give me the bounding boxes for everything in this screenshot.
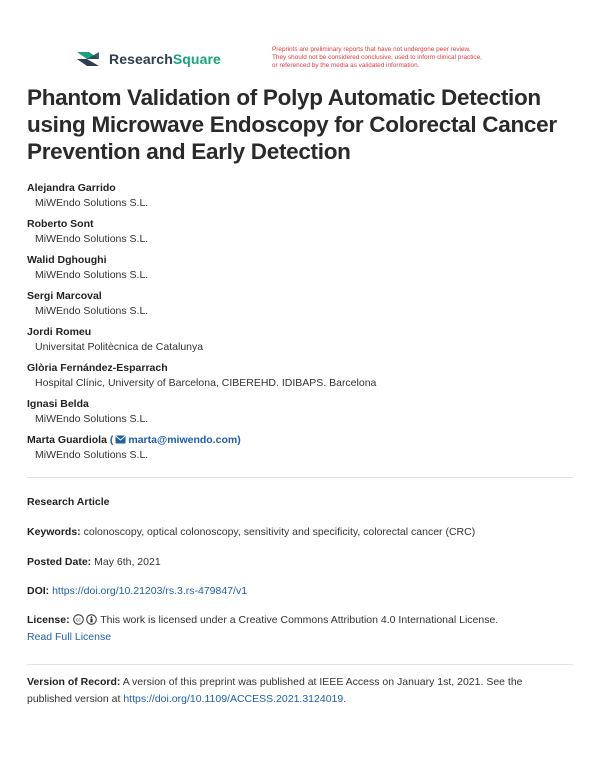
- author-name: Glòria Fernández-Esparrach: [27, 362, 168, 374]
- preprint-notice: [272, 46, 552, 70]
- title-line: Phantom Validation of Polyp Automatic Detection: [27, 85, 541, 110]
- author-affiliation: MiWEndo Solutions S.L.: [35, 305, 149, 317]
- author-affiliation: MiWEndo Solutions S.L.: [35, 197, 149, 209]
- vor-end: .: [343, 693, 347, 705]
- author-name: Sergi Marcoval: [27, 290, 102, 302]
- vor-text: A version of this preprint was published at IEEE Access on January 1st, 2021. See the: [122, 676, 523, 688]
- author-entry: [27, 253, 577, 289]
- page-header: [75, 46, 545, 76]
- posted-value: May 6th, 2021: [94, 556, 161, 568]
- section-divider: [27, 664, 573, 665]
- title-line: Prevention and Early Detection: [27, 139, 351, 164]
- author-entry: [27, 397, 577, 433]
- read-full-license-link[interactable]: Read Full License: [27, 631, 112, 643]
- notice-line: or referenced by the media as validated information.: [272, 62, 420, 69]
- doi-link[interactable]: https://doi.org/10.21203/rs.3.rs-479847/v1: [52, 585, 248, 597]
- author-name: Roberto Sont: [27, 218, 94, 230]
- research-square-logo-icon: [75, 48, 101, 70]
- section-divider: [27, 477, 573, 478]
- author-affiliation: MiWEndo Solutions S.L.: [35, 449, 149, 461]
- author-name: Ignasi Belda: [27, 398, 89, 410]
- author-entry: [27, 181, 577, 217]
- vor-doi-link[interactable]: https://doi.org/10.1109/ACCESS.2021.3124019: [123, 693, 344, 705]
- paper-title: [27, 84, 577, 165]
- author-entry: [27, 433, 577, 469]
- vor-label: Version of Record:: [27, 676, 121, 688]
- author-name: Marta Guardiola: [27, 434, 107, 446]
- article-type: Research Article: [27, 496, 110, 508]
- envelope-icon: [115, 435, 126, 444]
- license-label: License:: [27, 614, 70, 626]
- keywords-label: Keywords:: [27, 526, 81, 538]
- doi-row: [27, 583, 577, 600]
- posted-label: Posted Date:: [27, 556, 92, 568]
- keywords-row: [27, 524, 577, 541]
- corresponding-email[interactable]: ( marta@miwendo.com): [109, 434, 241, 446]
- author-entry: [27, 325, 577, 361]
- author-affiliation: MiWEndo Solutions S.L.: [35, 413, 149, 425]
- author-name: Jordi Romeu: [27, 326, 92, 338]
- notice-line: Preprints are preliminary reports that have not undergone peer review.: [272, 46, 471, 53]
- email-link[interactable]: marta@miwendo.com: [128, 434, 238, 446]
- author-name-with-email: [27, 433, 577, 447]
- attribution-icon: [86, 614, 97, 625]
- author-affiliation: MiWEndo Solutions S.L.: [35, 269, 149, 281]
- doi-label: DOI:: [27, 585, 50, 597]
- research-square-logo[interactable]: [75, 48, 221, 70]
- keywords-value: colonoscopy, optical colonoscopy, sensitivity and specificity, colorectal cancer (CRC): [83, 526, 476, 538]
- author-affiliation: Universitat Politècnica de Catalunya: [35, 341, 204, 353]
- license-text: This work is licensed under a Creative Commons Attribution 4.0 International License.: [100, 614, 499, 626]
- author-list: [27, 181, 577, 469]
- svg-text:cc: cc: [75, 617, 81, 624]
- license-row: [27, 612, 577, 646]
- title-line: using Microwave Endoscopy for Colorectal Cancer: [27, 112, 557, 137]
- author-affiliation: Hospital Clínic, University of Barcelona, CIBEREHD. IDIBAPS. Barcelona: [35, 377, 377, 389]
- creative-commons-icon: [73, 614, 84, 625]
- author-name: Alejandra Garrido: [27, 182, 116, 194]
- version-of-record: [27, 674, 577, 708]
- author-entry: [27, 217, 577, 253]
- author-affiliation: MiWEndo Solutions S.L.: [35, 233, 149, 245]
- notice-line: They should not be considered conclusive, used to inform clinical practice,: [272, 54, 482, 61]
- vor-text: published version at: [27, 693, 121, 705]
- logo-text: ResearchSquare: [109, 51, 221, 67]
- author-name: Walid Dghoughi: [27, 254, 107, 266]
- author-entry: [27, 361, 577, 397]
- posted-date-row: [27, 554, 577, 571]
- author-entry: [27, 289, 577, 325]
